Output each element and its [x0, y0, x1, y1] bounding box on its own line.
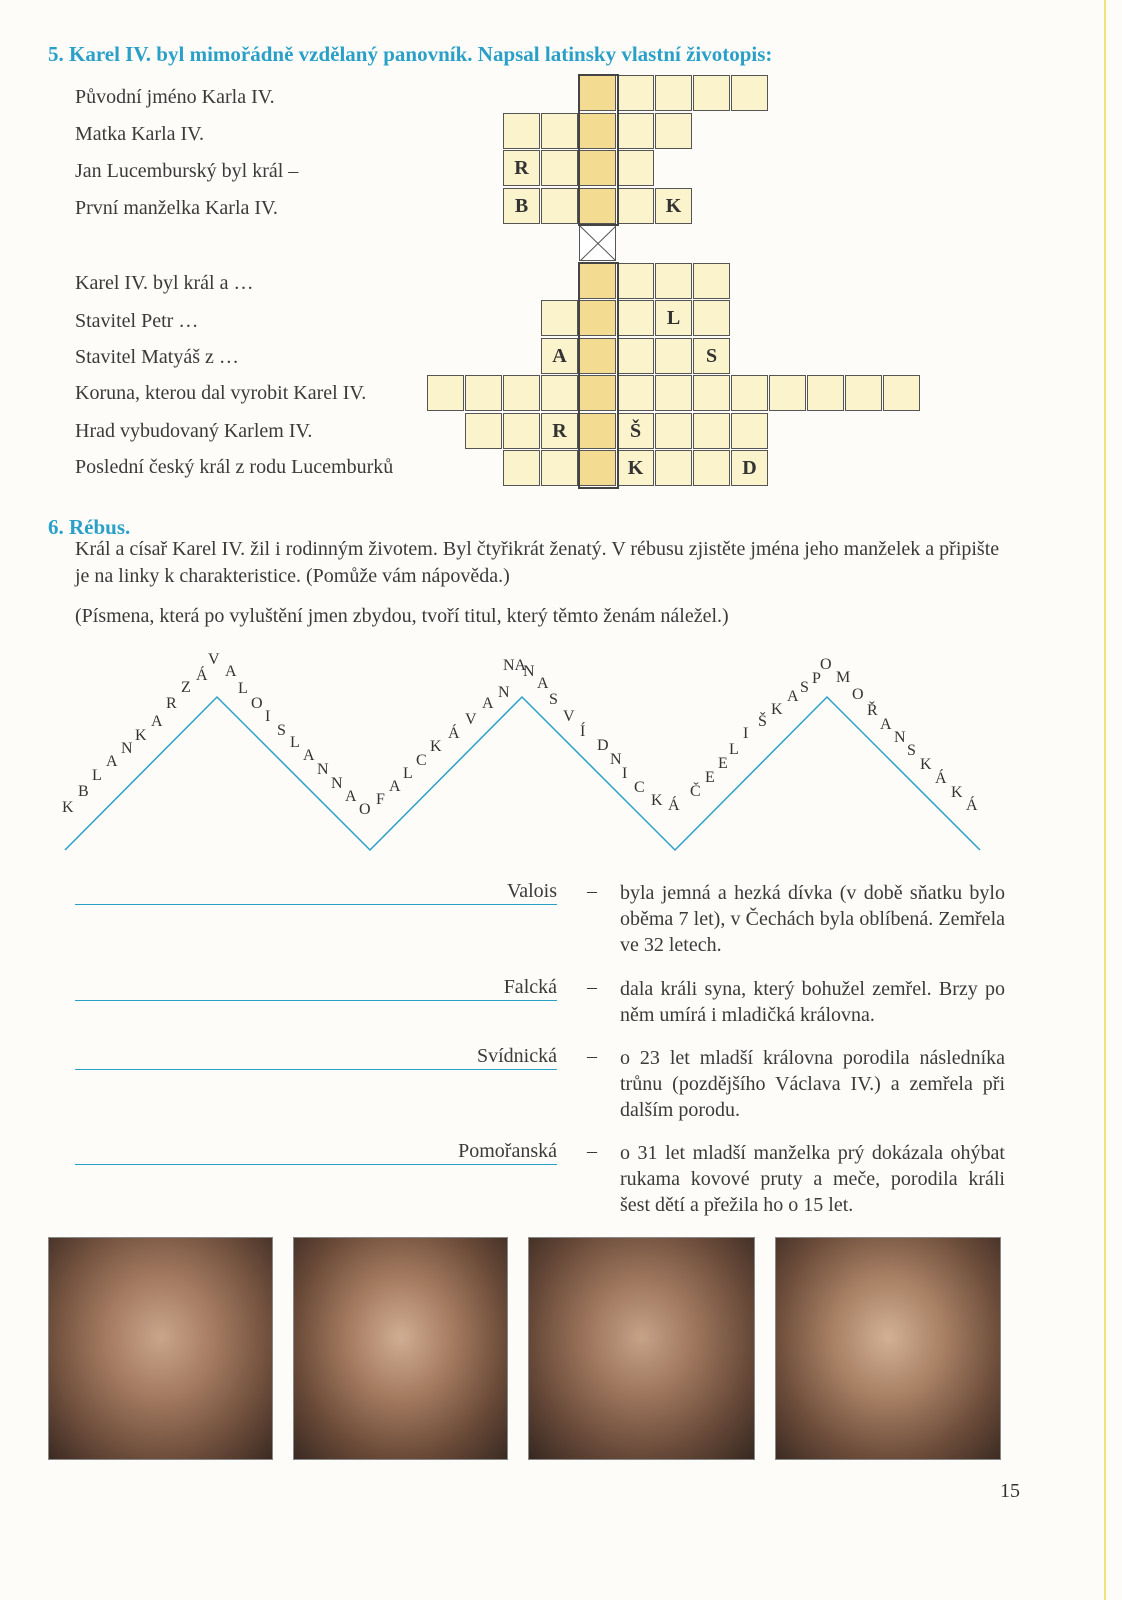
rebus-letter: A	[106, 753, 118, 770]
rebus-letter: K	[430, 738, 442, 755]
crossword-cell[interactable]: D	[731, 450, 768, 486]
dash-3: –	[587, 1045, 597, 1067]
crossword-cell[interactable]	[845, 375, 882, 411]
crossword-cell[interactable]	[579, 338, 616, 374]
answer-line-1[interactable]	[75, 904, 557, 905]
crossword-cell[interactable]	[579, 75, 616, 111]
crossword-cell[interactable]	[503, 375, 540, 411]
rebus-letter: N	[317, 761, 329, 778]
rebus-letter: A	[537, 675, 549, 692]
crossword-cell[interactable]	[503, 113, 540, 149]
rebus-letter: Á	[196, 667, 208, 684]
rebus-letter: P	[812, 670, 821, 687]
dash-4: –	[587, 1140, 597, 1162]
rebus-letter: K	[651, 792, 663, 809]
rebus-letter: K	[135, 727, 147, 744]
wife-desc-2: dala králi syna, který bohužel zemřel. Brzy po něm umírá i mladičká královna.	[620, 978, 1005, 1026]
wife-name-1: Valois	[507, 880, 557, 902]
crossword-cell[interactable]	[579, 113, 616, 149]
crossword-cell[interactable]	[731, 75, 768, 111]
rebus-letter: A	[482, 695, 494, 712]
crossword-cell[interactable]	[731, 375, 768, 411]
crossword-cell[interactable]	[693, 300, 730, 336]
rebus-letter: A	[303, 747, 315, 764]
crossword-cell[interactable]	[579, 413, 616, 449]
crossword-cell[interactable]: K	[617, 450, 654, 486]
crossword-cell[interactable]	[693, 413, 730, 449]
rebus-zigzag	[0, 650, 1000, 860]
rebus-letter: I	[622, 765, 628, 782]
task6-intro: Král a císař Karel IV. žil i rodinným životem. Byl čtyřikrát ženatý. V rébusu zjistěte jména jeho manželek a připište je na linky k charakteristice. (Pomůže vám nápověda.)	[75, 538, 1000, 587]
rebus-letter: L	[729, 741, 739, 758]
rebus-letter: N	[523, 663, 535, 680]
crossword-cell[interactable]	[655, 113, 692, 149]
rebus-letter: K	[62, 799, 74, 816]
rebus-letter: A	[345, 788, 357, 805]
crossword-cell[interactable]	[617, 338, 654, 374]
bust-photo-4	[775, 1237, 1001, 1460]
crossword-cell[interactable]	[617, 113, 654, 149]
rebus-letter: A	[880, 716, 892, 733]
wife-desc-4: o 31 let mladší manželka prý dokázala ohýbat rukama kovové pruty a meče, porodila králi šest dětí a přežila ho o 15 let.	[620, 1142, 1005, 1216]
rebus-letter: O	[820, 656, 832, 673]
crossword-cell[interactable]	[807, 375, 844, 411]
task6-note: (Písmena, která po vyluštění jmen zbydou, tvoří titul, který těmto ženám náležel.)	[75, 605, 729, 627]
rebus-letter: Á	[668, 797, 680, 814]
crossword-cell[interactable]	[655, 375, 692, 411]
rebus-letter: R	[166, 695, 177, 712]
crossword-cell[interactable]	[579, 450, 616, 486]
rebus-letter: O	[852, 686, 864, 703]
rebus-letter: Z	[181, 679, 191, 696]
rebus-letter: N	[610, 751, 622, 768]
rebus-letter: S	[549, 691, 558, 708]
wife-name-3: Svídnická	[477, 1045, 557, 1067]
rebus-letter: I	[743, 725, 749, 742]
rebus-letter: F	[376, 791, 385, 808]
clue-6: Stavitel Petr …	[75, 310, 199, 332]
rebus-letter: Š	[758, 713, 767, 730]
crossword-cell[interactable]: A	[541, 338, 578, 374]
bust-photo-2	[293, 1237, 508, 1460]
wife-desc-1: byla jemná a hezká dívka (v době sňatku bylo oběma 7 let), v Čechách byla oblíbená. Zemřela ve 32 letech.	[620, 882, 1005, 956]
rebus-letter: V	[465, 711, 477, 728]
rebus-letter: S	[277, 722, 286, 739]
rebus-letter: I	[265, 708, 271, 725]
crossword-cell[interactable]	[693, 263, 730, 299]
clue-4: První manželka Karla IV.	[75, 197, 278, 219]
page-edge-line	[1104, 0, 1106, 1600]
rebus-letter: N	[498, 684, 510, 701]
rebus-letter: S	[800, 679, 809, 696]
crossword-cell[interactable]	[617, 188, 654, 224]
task5-heading: 5. Karel IV. byl mimořádně vzdělaný panovník. Napsal latinsky vlastní životopis:	[48, 42, 773, 66]
rebus-letter: V	[208, 651, 220, 668]
rebus-letter: Í	[580, 723, 586, 740]
clue-7: Stavitel Matyáš z …	[75, 346, 239, 368]
clue-10: Poslední český král z rodu Lucemburků	[75, 456, 394, 478]
crossword-separator-cell	[579, 225, 616, 261]
rebus-letter: Á	[448, 725, 460, 742]
clue-9: Hrad vybudovaný Karlem IV.	[75, 420, 313, 442]
rebus-letter: A	[225, 663, 237, 680]
rebus-letter: N	[894, 729, 906, 746]
rebus-letter: K	[920, 756, 932, 773]
page-number: 15	[1000, 1480, 1020, 1502]
bust-photo-3	[528, 1237, 755, 1460]
clue-5: Karel IV. byl král a …	[75, 272, 254, 294]
crossword-cell[interactable]: R	[541, 413, 578, 449]
crossword-cell[interactable]	[655, 338, 692, 374]
crossword-cell[interactable]	[655, 75, 692, 111]
rebus-letter: C	[416, 752, 427, 769]
rebus-letter: O	[251, 695, 263, 712]
crossword-cell[interactable]	[541, 113, 578, 149]
crossword-cell[interactable]	[541, 188, 578, 224]
crossword-cell[interactable]	[617, 300, 654, 336]
crossword-cell[interactable]	[617, 375, 654, 411]
dash-2: –	[587, 976, 597, 998]
rebus-letter: Ř	[867, 702, 878, 719]
rebus-letter: N	[331, 775, 343, 792]
clue-1: Původní jméno Karla IV.	[75, 86, 275, 108]
answer-line-4[interactable]	[75, 1164, 557, 1165]
crossword-cell[interactable]	[655, 263, 692, 299]
rebus-letter: L	[290, 734, 300, 751]
crossword-cell[interactable]	[617, 75, 654, 111]
crossword-cell[interactable]	[503, 413, 540, 449]
crossword-cell[interactable]	[655, 413, 692, 449]
crossword-cell[interactable]	[579, 150, 616, 186]
crossword-cell[interactable]	[579, 263, 616, 299]
clue-3: Jan Lucemburský byl král –	[75, 160, 299, 182]
rebus-letter: NA	[503, 657, 527, 674]
crossword-cell[interactable]: B	[503, 188, 540, 224]
crossword-cell[interactable]	[541, 300, 578, 336]
rebus-letter: N	[121, 740, 133, 757]
task6-heading: 6. Rébus.	[48, 515, 131, 539]
crossword-cell[interactable]	[503, 450, 540, 486]
rebus-letter: E	[718, 755, 728, 772]
crossword-cell[interactable]	[693, 450, 730, 486]
crossword-cell[interactable]	[693, 375, 730, 411]
rebus-letter: A	[787, 688, 799, 705]
answer-line-2[interactable]	[75, 1000, 557, 1001]
rebus-letter: L	[92, 767, 102, 784]
crossword-cell[interactable]	[731, 413, 768, 449]
crossword-cell[interactable]	[579, 300, 616, 336]
rebus-letter: B	[78, 783, 89, 800]
rebus-letter: V	[563, 708, 575, 725]
crossword-cell[interactable]: Š	[617, 413, 654, 449]
wife-name-4: Pomořanská	[458, 1140, 557, 1162]
crossword-cell[interactable]	[579, 375, 616, 411]
rebus-letter: Á	[935, 770, 947, 787]
clue-2: Matka Karla IV.	[75, 123, 205, 145]
bust-photo-1	[48, 1237, 273, 1460]
crossword-cell[interactable]	[541, 150, 578, 186]
rebus-letter: A	[151, 713, 163, 730]
rebus-letter: E	[705, 769, 715, 786]
answer-line-3[interactable]	[75, 1069, 557, 1070]
rebus-letter: A	[389, 778, 401, 795]
crossword-cell[interactable]: K	[655, 188, 692, 224]
rebus-letter: D	[597, 737, 609, 754]
crossword-cell[interactable]	[465, 375, 502, 411]
crossword-cell[interactable]	[465, 413, 502, 449]
rebus-letter: C	[634, 779, 645, 796]
rebus-letter: Á	[966, 797, 978, 814]
crossword-cell[interactable]	[541, 375, 578, 411]
crossword-cell[interactable]	[579, 188, 616, 224]
crossword-cell[interactable]	[693, 75, 730, 111]
wife-name-2: Falcká	[503, 976, 557, 998]
rebus-letter: O	[359, 801, 371, 818]
rebus-letter: K	[951, 784, 963, 801]
dash-1: –	[587, 880, 597, 902]
clue-8: Koruna, kterou dal vyrobit Karel IV.	[75, 382, 367, 404]
crossword-cell[interactable]	[427, 375, 464, 411]
rebus-letter: K	[771, 701, 783, 718]
crossword-cell[interactable]: S	[693, 338, 730, 374]
crossword-cell[interactable]: R	[503, 150, 540, 186]
crossword-cell[interactable]	[655, 450, 692, 486]
crossword-cell[interactable]	[617, 263, 654, 299]
wife-desc-3: o 23 let mladší královna porodila následníka trůnu (pozdějšího Václava IV.) a zemřela při dalším porodu.	[620, 1047, 1005, 1121]
crossword-cell[interactable]: L	[655, 300, 692, 336]
rebus-letter: Č	[690, 783, 701, 800]
crossword-cell[interactable]	[769, 375, 806, 411]
crossword-cell[interactable]	[541, 450, 578, 486]
rebus-letter: M	[836, 669, 851, 686]
rebus-letter: L	[403, 765, 413, 782]
crossword-cell[interactable]	[617, 150, 654, 186]
rebus-letter: L	[238, 680, 248, 697]
crossword-cell[interactable]	[883, 375, 920, 411]
rebus-letter: S	[907, 742, 916, 759]
